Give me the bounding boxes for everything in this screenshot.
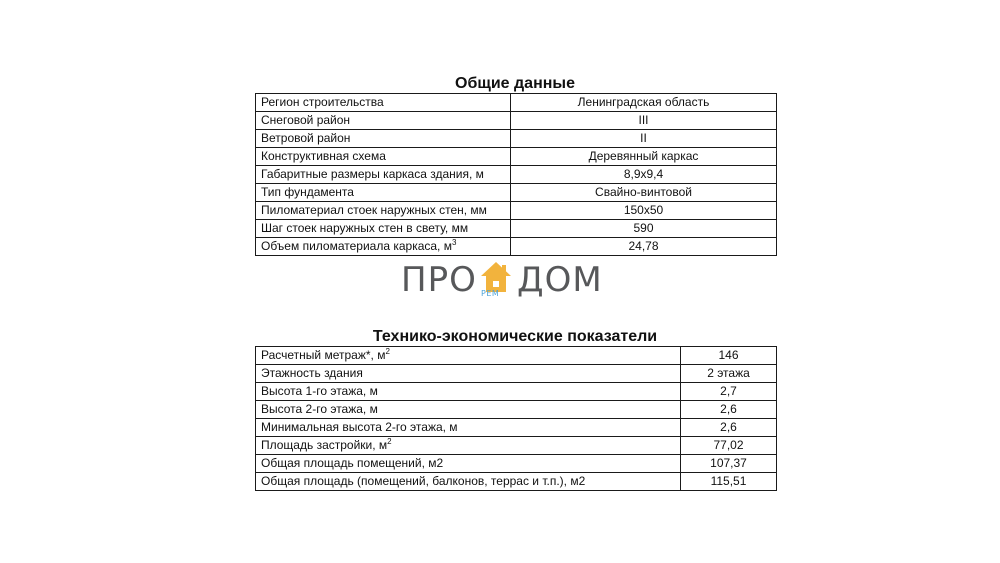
row-label: Снеговой район <box>256 112 511 130</box>
row-label <box>256 238 511 256</box>
row-value: Ленинградская область <box>511 94 777 112</box>
row-value: III <box>511 112 777 130</box>
row-value: 150х50 <box>511 202 777 220</box>
logo-word-left: ПРО <box>401 260 477 300</box>
row-label: Конструктивная схема <box>256 148 511 166</box>
row-label: Габаритные размеры каркаса здания, м <box>256 166 511 184</box>
table-row <box>256 238 777 256</box>
table-row <box>256 184 777 202</box>
row-value: 590 <box>511 220 777 238</box>
table-row <box>256 202 777 220</box>
table-row <box>256 112 777 130</box>
table-row <box>256 347 777 365</box>
row-label <box>256 347 681 365</box>
row-label: Высота 1-го этажа, м <box>256 383 681 401</box>
row-label: Общая площадь (помещений, балконов, террас и т.п.), м2 <box>256 473 681 491</box>
row-label: Шаг стоек наружных стен в свету, мм <box>256 220 511 238</box>
indicators-title: Технико-экономические показатели <box>372 328 658 345</box>
row-label: Регион строительства <box>256 94 511 112</box>
table-row <box>256 130 777 148</box>
table-row <box>256 365 777 383</box>
row-label: Минимальная высота 2-го этажа, м <box>256 419 681 437</box>
row-value: 2 этажа <box>681 365 777 383</box>
table-row <box>256 473 777 491</box>
table-row <box>256 455 777 473</box>
indicators-table <box>255 346 777 491</box>
row-value: Свайно-винтовой <box>511 184 777 202</box>
logo-sub-text: РЕМ <box>481 289 500 298</box>
row-label: Высота 2-го этажа, м <box>256 401 681 419</box>
row-label: Пиломатериал стоек наружных стен, мм <box>256 202 511 220</box>
table-row <box>256 419 777 437</box>
row-label: Тип фундамента <box>256 184 511 202</box>
row-value: 115,51 <box>681 473 777 491</box>
row-label <box>256 437 681 455</box>
row-value: 2,6 <box>681 401 777 419</box>
row-value: 146 <box>681 347 777 365</box>
logo-word-right: ДОМ <box>517 260 603 300</box>
table-row <box>256 94 777 112</box>
row-label: Этажность здания <box>256 365 681 383</box>
row-label-text: Объем пиломатериала каркаса, м <box>261 239 452 253</box>
row-value: 2,7 <box>681 383 777 401</box>
unit-superscript: 3 <box>451 238 457 247</box>
unit-superscript: 2 <box>385 347 390 356</box>
table-row <box>256 148 777 166</box>
pro-dom-logo <box>398 260 608 306</box>
table-row <box>256 166 777 184</box>
general-data-table <box>255 93 777 256</box>
unit-superscript: 2 <box>387 437 392 446</box>
row-label: Общая площадь помещений, м2 <box>256 455 681 473</box>
row-value: 77,02 <box>681 437 777 455</box>
row-label-text: Площадь застройки, м <box>261 438 388 452</box>
table-row <box>256 437 777 455</box>
row-value: 24,78 <box>511 238 777 256</box>
row-value: II <box>511 130 777 148</box>
row-value: 107,37 <box>681 455 777 473</box>
row-value: 8,9х9,4 <box>511 166 777 184</box>
table-row <box>256 383 777 401</box>
row-label: Ветровой район <box>256 130 511 148</box>
table-row <box>256 220 777 238</box>
general-data-title: Общие данные <box>455 75 575 92</box>
row-value: Деревянный каркас <box>511 148 777 166</box>
row-label-text: Расчетный метраж*, м <box>261 348 386 362</box>
row-value: 2,6 <box>681 419 777 437</box>
table-row <box>256 401 777 419</box>
